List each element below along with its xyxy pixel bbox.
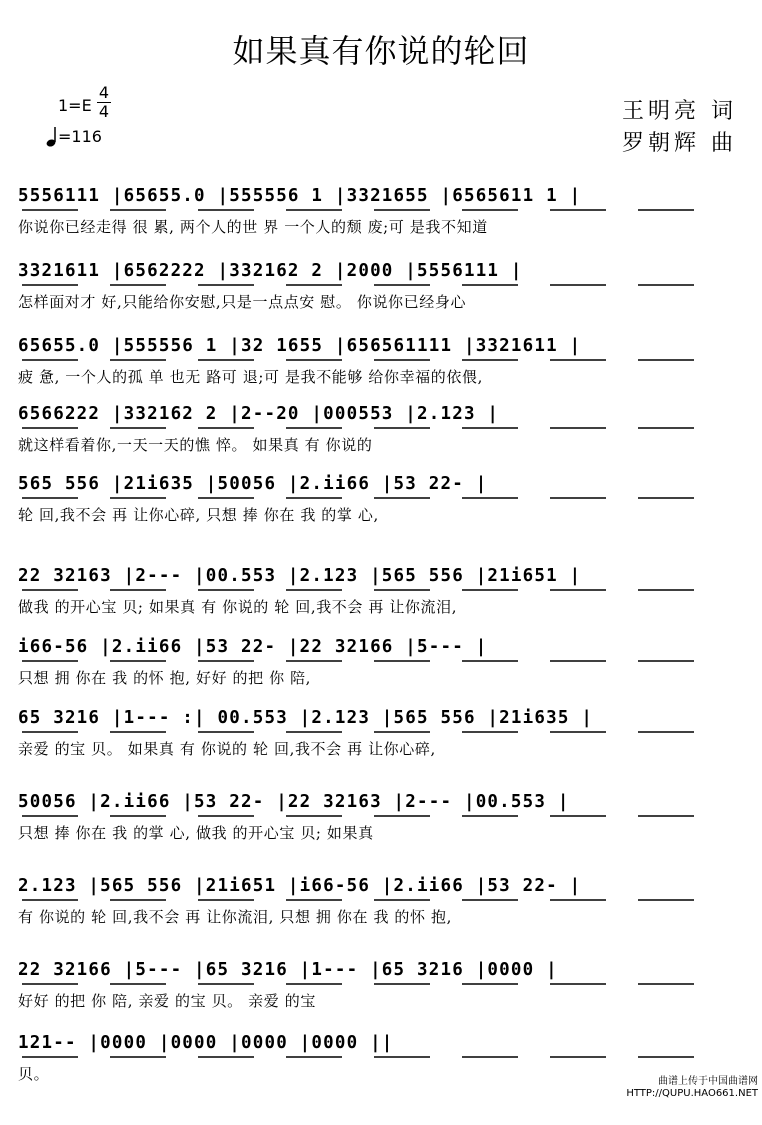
lyric-line: 只想 捧 你在 我 的掌 心, 做我 的开心宝 贝; 如果真 — [18, 824, 374, 842]
lyric-line: 做我 的开心宝 贝; 如果真 有 你说的 轮 回,我不会 再 让你流泪, — [18, 598, 458, 616]
lyric-line: 贝。 — [18, 1065, 50, 1083]
lyricist-credit: 王明亮 词 — [622, 99, 737, 124]
quarter-note-icon — [46, 126, 58, 148]
meter-top: 4 — [98, 83, 110, 102]
notation-line: 22 32166 |5--- |65 3216 |1--- |65 3216 |0000 | — [18, 960, 558, 980]
key-signature: 1=E — [58, 96, 92, 115]
notation-line: 50056 |2.ii66 |53 22- |22 32163 |2--- |00.553 | — [18, 792, 570, 812]
meter-bottom: 4 — [98, 102, 110, 121]
score-row — [0, 474, 762, 566]
notation-line: 2.123 |565 556 |21i651 |i66-56 |2.ii66 |53 22- | — [18, 876, 582, 896]
score-row — [0, 876, 762, 968]
tempo-marking — [46, 126, 102, 148]
tempo-value: =116 — [58, 127, 102, 146]
lyric-line: 有 你说的 轮 回,我不会 再 让你流泪, 只想 拥 你在 我 的怀 抱, — [18, 908, 452, 926]
watermark-line-2: HTTP://QUPU.HAO661.NET — [626, 1088, 758, 1099]
watermark-line-1: 曲谱上传于中国曲谱网 — [658, 1076, 758, 1087]
lyric-line: 你说你已经走得 很 累, 两个人的世 界 一个人的颓 废;可 是我不知道 — [18, 218, 488, 236]
watermark — [626, 1076, 758, 1100]
notation-line: 22 32163 |2--- |00.553 |2.123 |565 556 |21i651 | — [18, 566, 582, 586]
notation-line: 6566222 |332162 2 |2--20 |000553 |2.123 | — [18, 404, 500, 424]
notation-line: 3321611 |6562222 |332162 2 |2000 |5556111 | — [18, 261, 523, 281]
notation-line: 5556111 |65655.0 |555556 1 |3321655 |6565611 1 | — [18, 186, 582, 206]
song-title: 如果真有你说的轮回 — [232, 32, 530, 70]
score-row — [0, 708, 762, 800]
notation-line: 65655.0 |555556 1 |32 1655 |656561111 |3321611 | — [18, 336, 582, 356]
lyric-line: 亲爱 的宝 贝。 如果真 有 你说的 轮 回,我不会 再 让你心碎, — [18, 740, 436, 758]
lyric-line: 疲 惫, 一个人的孤 单 也无 路可 退;可 是我不能够 给你幸福的依偎, — [18, 368, 483, 386]
notation-line: i66-56 |2.ii66 |53 22- |22 32166 |5--- | — [18, 637, 488, 657]
time-signature — [97, 84, 111, 121]
lyric-line: 轮 回,我不会 再 让你心碎, 只想 捧 你在 我 的掌 心, — [18, 506, 379, 524]
score-row — [0, 792, 762, 884]
lyric-line: 好好 的把 你 陪, 亲爱 的宝 贝。 亲爱 的宝 — [18, 992, 316, 1010]
notation-line: 565 556 |21i635 |50056 |2.ii66 |53 22- | — [18, 474, 488, 494]
notation-line: 121-- |0000 |0000 |0000 |0000 || — [18, 1033, 394, 1053]
lyric-line: 怎样面对才 好,只能给你安慰,只是一点点安 慰。 你说你已经身心 — [18, 293, 467, 311]
lyric-line: 只想 拥 你在 我 的怀 抱, 好好 的把 你 陪, — [18, 669, 312, 687]
composer-credit: 罗朝辉 曲 — [622, 131, 737, 156]
notation-line: 65 3216 |1--- :| 00.553 |2.123 |565 556 |21i635 | — [18, 708, 594, 728]
lyric-line: 就这样看着你,一天一天的憔 悴。 如果真 有 你说的 — [18, 436, 373, 454]
